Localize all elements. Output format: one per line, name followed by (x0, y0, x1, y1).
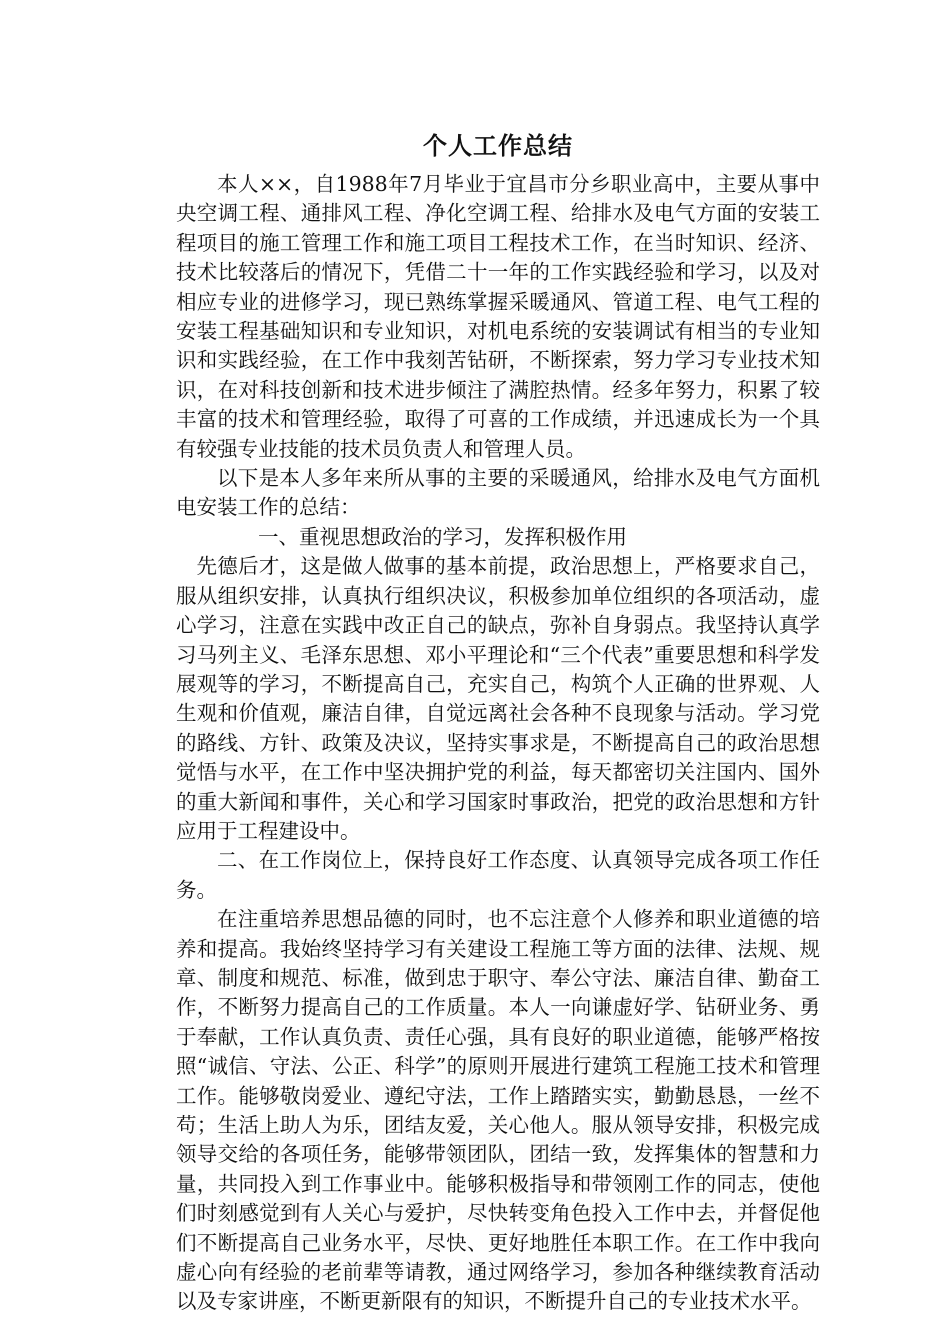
section-heading-2: 二、在工作岗位上，保持良好工作态度、认真领导完成各项工作任务。 (176, 848, 820, 902)
section-2-paragraph: 在注重培养思想品德的同时，也不忘注意个人修养和职业道德的培养和提高。我始终坚持学习有关建设工程施工等方面的法律、法规、规章、制度和规范、标准，做到忠于职守、奉公守法、廉洁自律、勤奋工作，不断努力提高自己的工作质量。本人一向谦虚好学、钻研业务、勇于奉献，工作认真负责、责任心强，具有良好的职业道德，能够严格按照“诚信、守法、公正、科学”的原则开展进行建筑工程施工技术和管理工作。能够敬岗爱业、遵纪守法，工作上踏踏实实，勤勤恳恳，一丝不苟；生活上助人为乐，团结友爱，关心他人。服从领导安排，积极完成领导交给的各项任务，能够带领团队，团结一致，发挥集体的智慧和力量，共同投入到工作事业中。能够积极指导和带领刚工作的同志，使他们时刻感觉到有人关心与爱护，尽快转变角色投入工作中去，并督促他们不断提高自己业务水平，尽快、更好地胜任本职工作。在工作中我向虚心向有经验的老前辈等请教，通过网络学习，参加各种继续教育活动以及专家讲座，不断更新限有的知识，不断提升自己的专业技术水平。 (176, 907, 820, 1314)
section-1-paragraph: 先德后才，这是做人做事的基本前提，政治思想上，严格要求自己，服从组织安排，认真执行组织决议，积极参加单位组织的各项活动，虚心学习，注意在实践中改正自己的缺点，弥补自身弱点。我坚持认真学习马列主义、毛泽东思想、邓小平理论和“三个代表”重要思想和科学发展观等的学习，不断提高自己，充实自己，构筑个人正确的世界观、人生观和价值观，廉洁自律，自觉远离社会各种不良现象与活动。学习党的路线、方针、政策及决议，坚持实事求是，不断提高自己的政治思想觉悟与水平，在工作中坚决拥护党的利益，每天都密切关注国内、国外的重大新闻和事件，关心和学习国家时事政治，把党的政治思想和方针应用于工程建设中。 (176, 554, 820, 843)
document-page (176, 128, 820, 1317)
summary-lead-paragraph: 以下是本人多年来所从事的主要的采暖通风，给排水及电气方面机电安装工作的总结： (176, 466, 820, 520)
document-title: 个人工作总结 (423, 131, 573, 160)
intro-paragraph: 本人××，自1988年7月毕业于宜昌市分乡职业高中，主要从事中央空调工程、通排风工程、净化空调工程、给排水及电气方面的安装工程项目的施工管理工作和施工项目工程技术工作，在当时知识、经济、技术比较落后的情况下，凭借二十一年的工作实践经验和学习，以及对相应专业的进修学习，现已熟练掌握采暖通风、管道工程、电气工程的安装工程基础知识和专业知识，对机电系统的安装调试有相当的专业知识和实践经验，在工作中我刻苦钻研，不断探索，努力学习专业技术知识，在对科技创新和技术进步倾注了满腔热情。经多年努力，积累了较丰富的技术和管理经验，取得了可喜的工作成绩，并迅速成长为一个具有较强专业技能的技术员负责人和管理人员。 (176, 172, 820, 461)
section-heading-1: 一、重视思想政治的学习，发挥积极作用 (258, 524, 627, 549)
